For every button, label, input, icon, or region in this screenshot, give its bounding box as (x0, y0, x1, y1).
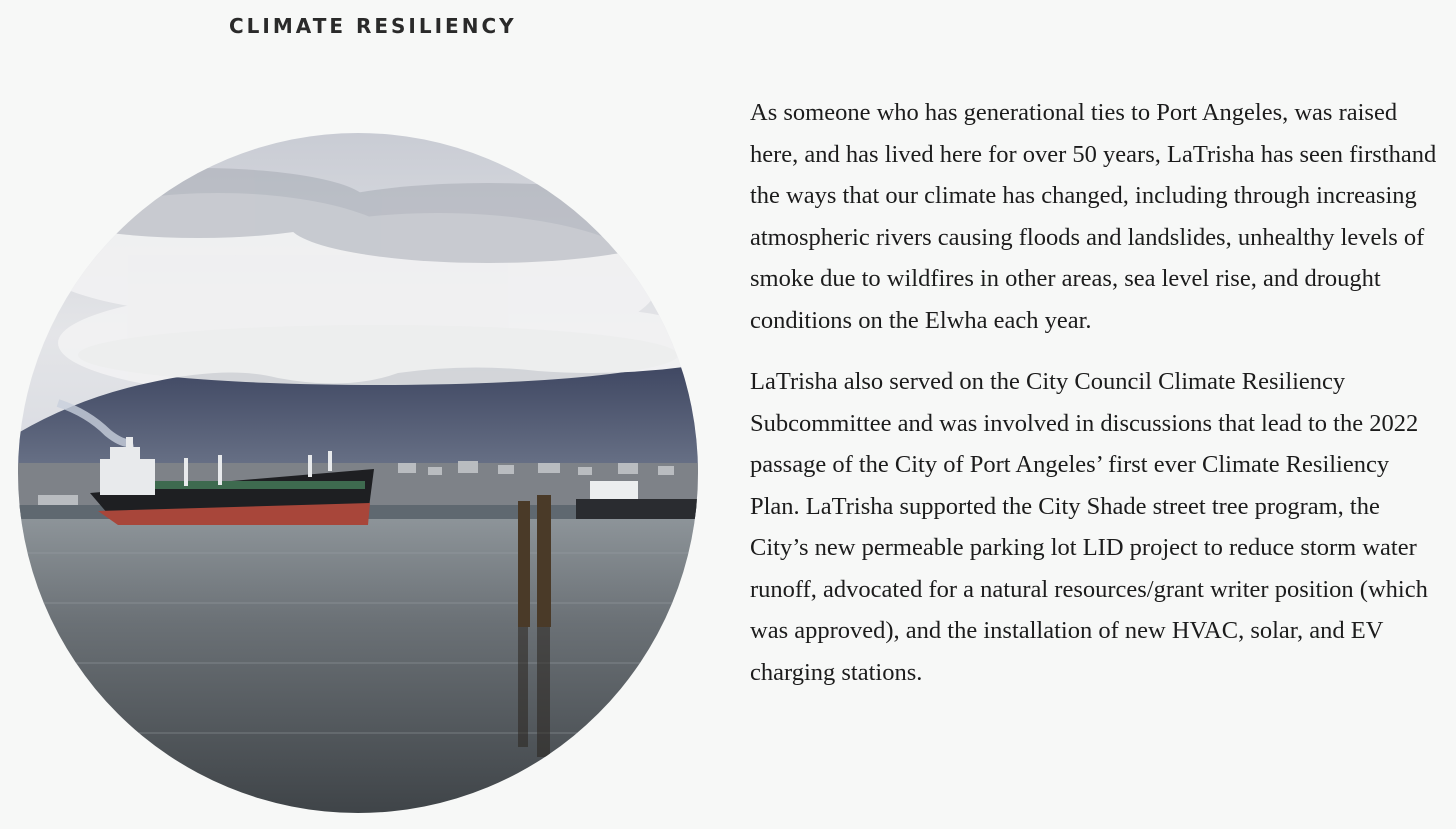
climate-description (750, 92, 1440, 713)
harbor-photo (18, 133, 698, 813)
water (18, 519, 698, 813)
paragraph-2: LaTrisha also served on the City Council Climate Resiliency Subcommittee and was involved in discussions that lead to the 2022 passage of the City of Port Angeles’ first ever Climate Resiliency Plan. LaTrisha supported the City Shade street tree program, the City’s new permeable parking lot LID project to reduce storm water runoff, advocated for a natural resources/grant writer position (which was approved), and the installation of new HVAC, solar, and EV charging stations. (750, 368, 1428, 686)
section-title: CLIMATE RESILIENCY (229, 14, 517, 38)
paragraph-1: As someone who has generational ties to Port Angeles, was raised here, and has lived here for over 50 years, LaTrisha has seen firsthand the ways that our climate has changed, including through increasing atmospheric rivers causing floods and landslides, unhealthy levels of smoke due to wildfires in other areas, sea level rise, and drought conditions on the Elwha each year. (750, 99, 1437, 334)
